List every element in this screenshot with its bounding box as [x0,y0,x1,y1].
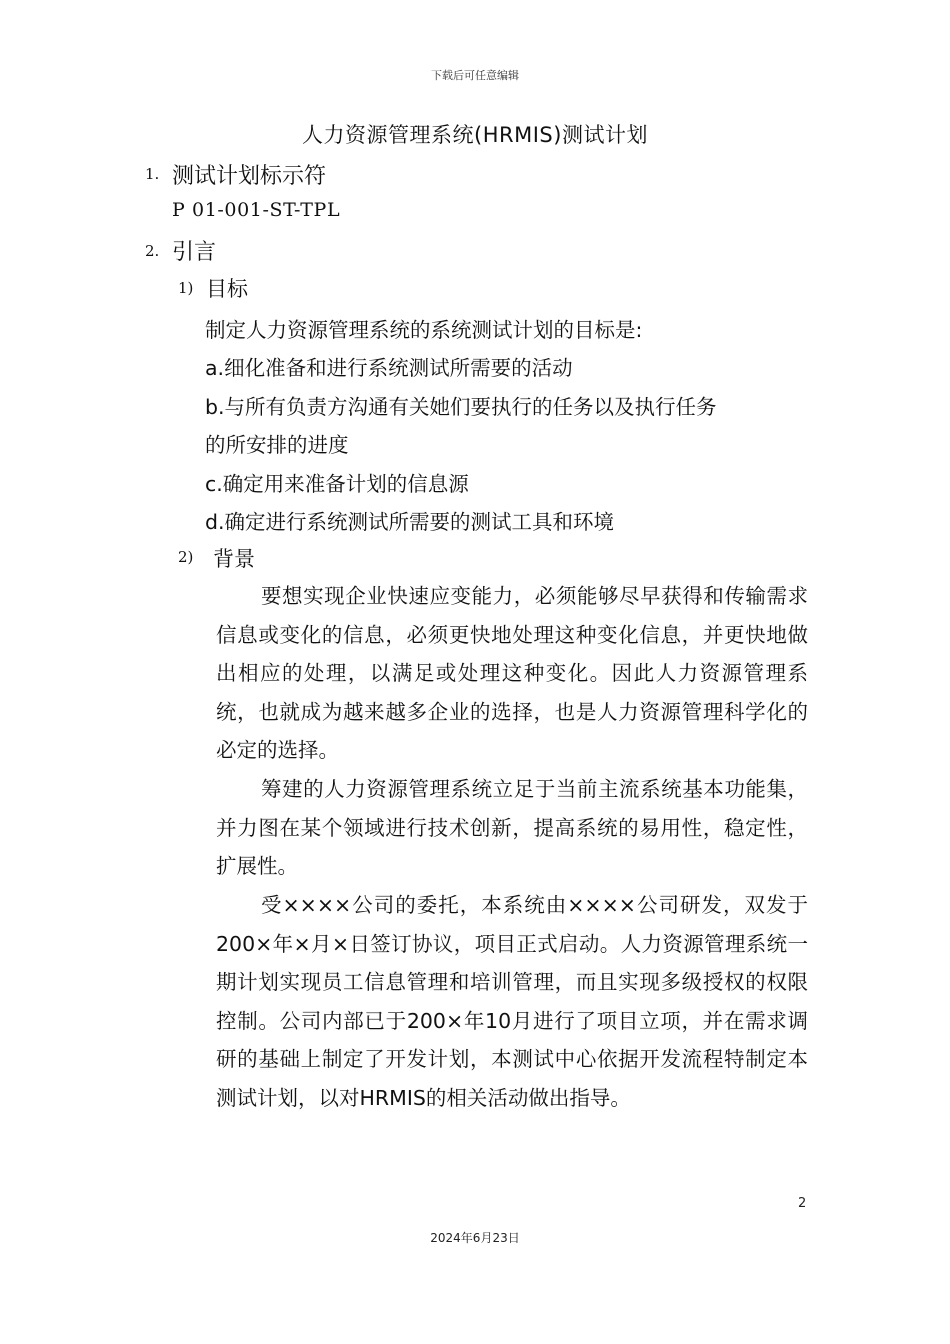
background-paragraph-2: 筹建的人力资源管理系统立足于当前主流系统基本功能集，并力图在某个领域进行技术创新，提高系统的易用性，稳定性，扩展性。 [216,777,808,878]
page-header: 下载后可任意编辑 [431,69,519,82]
section-1-number: 1. [145,165,160,183]
goal-intro: 制定人力资源管理系统的系统测试计划的目标是: [205,318,643,342]
goal-item-d: d.确定进行系统测试所需要的测试工具和环境 [205,510,615,534]
section-2-heading: 引言 [172,240,217,265]
section-2-number: 2. [145,242,160,260]
page-number: 2 [798,1196,807,1211]
goal-item-b: b.与所有负责方沟通有关她们要执行的任务以及执行任务 [205,395,717,419]
document-title: 人力资源管理系统(HRMIS)测试计划 [302,123,648,147]
background-paragraph-1: 要想实现企业快速应变能力，必须能够尽早获得和传输需求信息或变化的信息，必须更快地处理这种变化信息，并更快地做出相应的处理，以满足或处理这种变化。因此人力资源管理系统，也就成为越来越多企业的选择，也是人力资源管理科学化的必定的选择。 [216,584,808,762]
subsection-goal-number: 1) [178,279,194,297]
subsection-background-heading: 背景 [213,547,255,571]
section-1-heading: 测试计划标示符 [172,164,327,189]
background-paragraph-3: 受××××公司的委托，本系统由××××公司研发，双发于200×年×月×日签订协议，项目正式启动。人力资源管理系统一期计划实现员工信息管理和培训管理，而且实现多级授权的权限控制。公司内部已于200×年10月进行了项目立项，并在需求调研的基础上制定了开发计划，本测试中心依据开发流程特制定本测试计划，以对HRMIS的相关活动做出指导。 [216,893,808,1110]
plan-identifier: P 01-001-ST-TPL [172,199,341,221]
goal-item-b-continued: 的所安排的进度 [205,433,349,457]
subsection-background-number: 2) [178,548,194,566]
subsection-goal-heading: 目标 [206,277,248,301]
goal-item-a: a.细化准备和进行系统测试所需要的活动 [205,356,573,380]
page-footer-date: 2024年6月23日 [430,1231,520,1245]
goal-item-c: c.确定用来准备计划的信息源 [205,472,469,496]
